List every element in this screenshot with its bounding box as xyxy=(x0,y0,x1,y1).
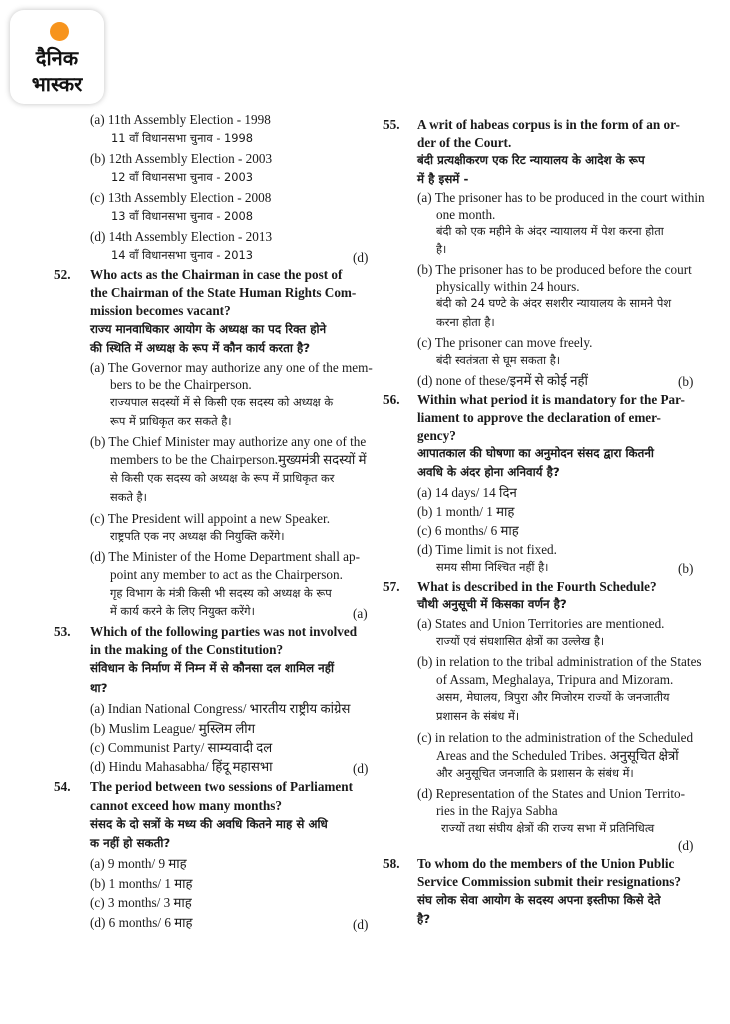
q54-number: 54. xyxy=(54,779,71,794)
q56-option-c: (c) 6 months/ 6 माह xyxy=(417,523,519,538)
q51-option-b-hindi: 12 वाँ विधानसभा चुनाव - 2003 xyxy=(111,170,254,184)
q51-answer: (d) xyxy=(353,250,369,265)
q53-number: 53. xyxy=(54,624,71,639)
q52-option-d-line2: point any member to act as the Chairperson. xyxy=(110,567,343,582)
q52-option-a-line1: (a) The Governor may authorize any one of the mem- xyxy=(90,360,373,375)
q51-option-a-hindi: 11 वाँ विधानसभा चुनाव - 1998 xyxy=(111,131,254,145)
q56-question-hindi-line2: अवधि के अंदर होना अनिवार्य है? xyxy=(417,465,560,479)
q52-option-b-line2: members to be the Chairperson.मुख्यमंत्री सदस्यों में xyxy=(110,452,367,467)
q54-answer: (d) xyxy=(353,917,369,932)
q57-option-b-line3: असम, मेघालय, त्रिपुरा और मिजोरम राज्यों के जनजातीय xyxy=(436,690,670,704)
q58-question-line2: Service Commission submit their resignations? xyxy=(417,874,681,889)
q54-option-b: (b) 1 months/ 1 माह xyxy=(90,876,193,891)
q56-answer: (b) xyxy=(678,561,694,576)
q53-question-hindi-line1: संविधान के निर्माण में निम्न में से कौनसा दल शामिल नहीं xyxy=(90,661,335,675)
q57-option-d-line2: ries in the Rajya Sabha xyxy=(436,803,558,818)
q53-option-d: (d) Hindu Mahasabha/ हिंदू महासभा xyxy=(90,759,273,774)
q51-option-c: (c) 13th Assembly Election - 2008 xyxy=(90,190,272,205)
q53-question-hindi-line2: था? xyxy=(90,681,108,695)
dainik-bhaskar-logo xyxy=(10,10,104,104)
q52-option-c-line1: (c) The President will appoint a new Speaker. xyxy=(90,511,330,526)
q55-option-b-line3: बंदी को 24 घण्टे के अंदर सशरीर न्यायालय के सामने पेश xyxy=(436,296,672,310)
logo-line2: भास्कर xyxy=(31,72,83,96)
q52-question-hindi-line1: राज्य मानवाधिकार आयोग के अध्यक्ष का पद रिक्त होने xyxy=(90,322,327,336)
q51-option-c-hindi: 13 वाँ विधानसभा चुनाव - 2008 xyxy=(111,209,254,223)
q55-option-c-line1: (c) The prisoner can move freely. xyxy=(417,335,593,350)
q57-option-b-line4: प्रशासन के संबंध में। xyxy=(436,709,520,723)
logo-line1: दैनिक xyxy=(35,46,79,70)
q57-option-b-line1: (b) in relation to the tribal administration of the States xyxy=(417,654,702,669)
q58-question-line1: To whom do the members of the Union Public xyxy=(417,856,675,871)
q55-option-b-line4: करना होता है। xyxy=(436,315,495,329)
q56-option-b: (b) 1 month/ 1 माह xyxy=(417,504,515,519)
q51-option-d-hindi: 14 वाँ विधानसभा चुनाव - 2013 xyxy=(111,248,254,262)
q52-option-b-line4: सकते है। xyxy=(110,490,147,504)
q53-question-line1: Which of the following parties was not involved xyxy=(90,624,358,639)
q53-option-a: (a) Indian National Congress/ भारतीय राष्ट्रीय कांग्रेस xyxy=(90,701,351,716)
q53-option-b: (b) Muslim League/ मुस्लिम लीग xyxy=(90,721,256,736)
q54-option-d: (d) 6 months/ 6 माह xyxy=(90,915,193,930)
q58-question-hindi-line1: संघ लोक सेवा आयोग के सदस्य अपना इस्तीफा किसे देते xyxy=(417,893,661,907)
q56-option-d-line1: (d) Time limit is not fixed. xyxy=(417,542,557,557)
q55-option-b-line2: physically within 24 hours. xyxy=(436,279,580,294)
q53-question-line2: in the making of the Constitution? xyxy=(90,642,284,657)
q51-option-b: (b) 12th Assembly Election - 2003 xyxy=(90,151,273,166)
q55-option-b-line1: (b) The prisoner has to be produced before the court xyxy=(417,262,692,277)
q54-question-line1: The period between two sessions of Parliament xyxy=(90,779,353,794)
q55-question-hindi-line2: में है इसमें - xyxy=(417,172,469,186)
q52-question-hindi-line2: की स्थिति में अध्यक्ष के रूप में कौन कार्य करता है? xyxy=(90,341,311,355)
q51-option-d: (d) 14th Assembly Election - 2013 xyxy=(90,229,273,244)
q55-question-line2: der of the Court. xyxy=(417,135,512,150)
q57-option-c-line2: Areas and the Scheduled Tribes. अनुसूचित क्षेत्रों xyxy=(436,748,679,763)
q57-option-a-line1: (a) States and Union Territories are mentioned. xyxy=(417,616,665,631)
q52-option-c-line2: राष्ट्रपति एक नए अध्यक्ष की नियुक्ति करेंगे। xyxy=(110,529,285,543)
q56-question-line3: gency? xyxy=(417,428,456,443)
q52-question-line3: mission becomes vacant? xyxy=(90,303,231,318)
q52-option-a-line4: रूप में प्राधिकृत कर सकते है। xyxy=(110,414,232,428)
q56-number: 56. xyxy=(383,392,400,407)
q55-question-hindi-line1: बंदी प्रत्यक्षीकरण एक रिट न्यायालय के आदेश के रूप xyxy=(417,153,645,167)
q52-option-a-line2: bers to be the Chairperson. xyxy=(110,377,252,392)
q54-option-a: (a) 9 month/ 9 माह xyxy=(90,856,187,871)
q54-question-hindi-line2: क नहीं हो सकती? xyxy=(90,836,171,850)
q52-option-b-line3: से किसी एक सदस्य को अध्यक्ष के रूप में प्राधिकृत कर xyxy=(110,471,335,485)
q57-option-d-line1: (d) Representation of the States and Union Territo- xyxy=(417,786,686,801)
q58-number: 58. xyxy=(383,856,400,871)
q57-question-line1: What is described in the Fourth Schedule? xyxy=(417,579,657,594)
q56-question-line2: liament to approve the declaration of emer- xyxy=(417,410,661,425)
q56-option-a: (a) 14 days/ 14 दिन xyxy=(417,485,517,500)
q57-option-c-line1: (c) in relation to the administration of the Scheduled xyxy=(417,730,694,745)
q57-question-hindi-line1: चौथी अनुसूची में किसका वर्णन है? xyxy=(417,597,567,611)
q55-option-d: (d) none of these/इनमें से कोई नहीं xyxy=(417,373,588,388)
q54-option-c: (c) 3 months/ 3 माह xyxy=(90,895,192,910)
q57-option-a-line2: राज्यों एवं संघशासित क्षेत्रों का उल्लेख है। xyxy=(436,634,605,648)
q54-question-line2: cannot exceed how many months? xyxy=(90,798,282,813)
q52-option-d-line3: गृह विभाग के मंत्री किसी भी सदस्य को अध्यक्ष के रूप xyxy=(110,586,332,600)
q52-option-b-line1: (b) The Chief Minister may authorize any one of the xyxy=(90,434,367,449)
q55-question-line1: A writ of habeas corpus is in the form of an or- xyxy=(417,117,680,132)
q57-option-c-line3: और अनुसूचित जनजाति के प्रशासन के संबंध में। xyxy=(436,766,634,780)
q56-question-hindi-line1: आपातकाल की घोषणा का अनुमोदन संसद द्वारा कितनी xyxy=(417,446,654,460)
q56-option-d-line2: समय सीमा निश्चित नहीं है। xyxy=(436,560,549,574)
q55-option-a-line3: बंदी को एक महीने के अंदर न्यायालय में पेश करना होता xyxy=(436,224,664,238)
q55-option-c-line2: बंदी स्वतंत्रता से घूम सकता है। xyxy=(436,353,561,367)
q57-option-d-line3: राज्यों तथा संघीय क्षेत्रों की राज्य सभा में प्रतिनिधित्व xyxy=(441,821,655,835)
q53-option-c: (c) Communist Party/ साम्यवादी दल xyxy=(90,740,273,755)
q51-option-a: (a) 11th Assembly Election - 1998 xyxy=(90,112,271,127)
q55-option-a-line4: है। xyxy=(436,242,447,256)
q52-question-line1: Who acts as the Chairman in case the post of xyxy=(90,267,343,282)
q57-answer: (d) xyxy=(678,838,694,853)
q53-answer: (d) xyxy=(353,761,369,776)
q54-question-hindi-line1: संसद के दो सत्रों के मध्य की अवधि कितने माह से अधि xyxy=(90,817,328,831)
q57-number: 57. xyxy=(383,579,400,594)
q58-question-hindi-line2: है? xyxy=(417,912,431,926)
q55-option-a-line1: (a) The prisoner has to be produced in the court within xyxy=(417,190,705,205)
q52-answer: (a) xyxy=(353,606,368,621)
q55-option-a-line2: one month. xyxy=(436,207,496,222)
q52-number: 52. xyxy=(54,267,71,282)
q56-question-line1: Within what period it is mandatory for the Par- xyxy=(417,392,685,407)
q52-option-a-line3: राज्यपाल सदस्यों में से किसी एक सदस्य को अध्यक्ष के xyxy=(110,395,334,409)
sun-icon xyxy=(50,22,69,41)
q52-option-d-line1: (d) The Minister of the Home Department shall ap- xyxy=(90,549,361,564)
q52-question-line2: the Chairman of the State Human Rights Com- xyxy=(90,285,357,300)
q52-option-d-line4: में कार्य करने के लिए नियुक्त करेंगे। xyxy=(110,604,255,618)
q55-number: 55. xyxy=(383,117,400,132)
q55-answer: (b) xyxy=(678,374,694,389)
q57-option-b-line2: of Assam, Meghalaya, Tripura and Mizoram. xyxy=(436,672,674,687)
